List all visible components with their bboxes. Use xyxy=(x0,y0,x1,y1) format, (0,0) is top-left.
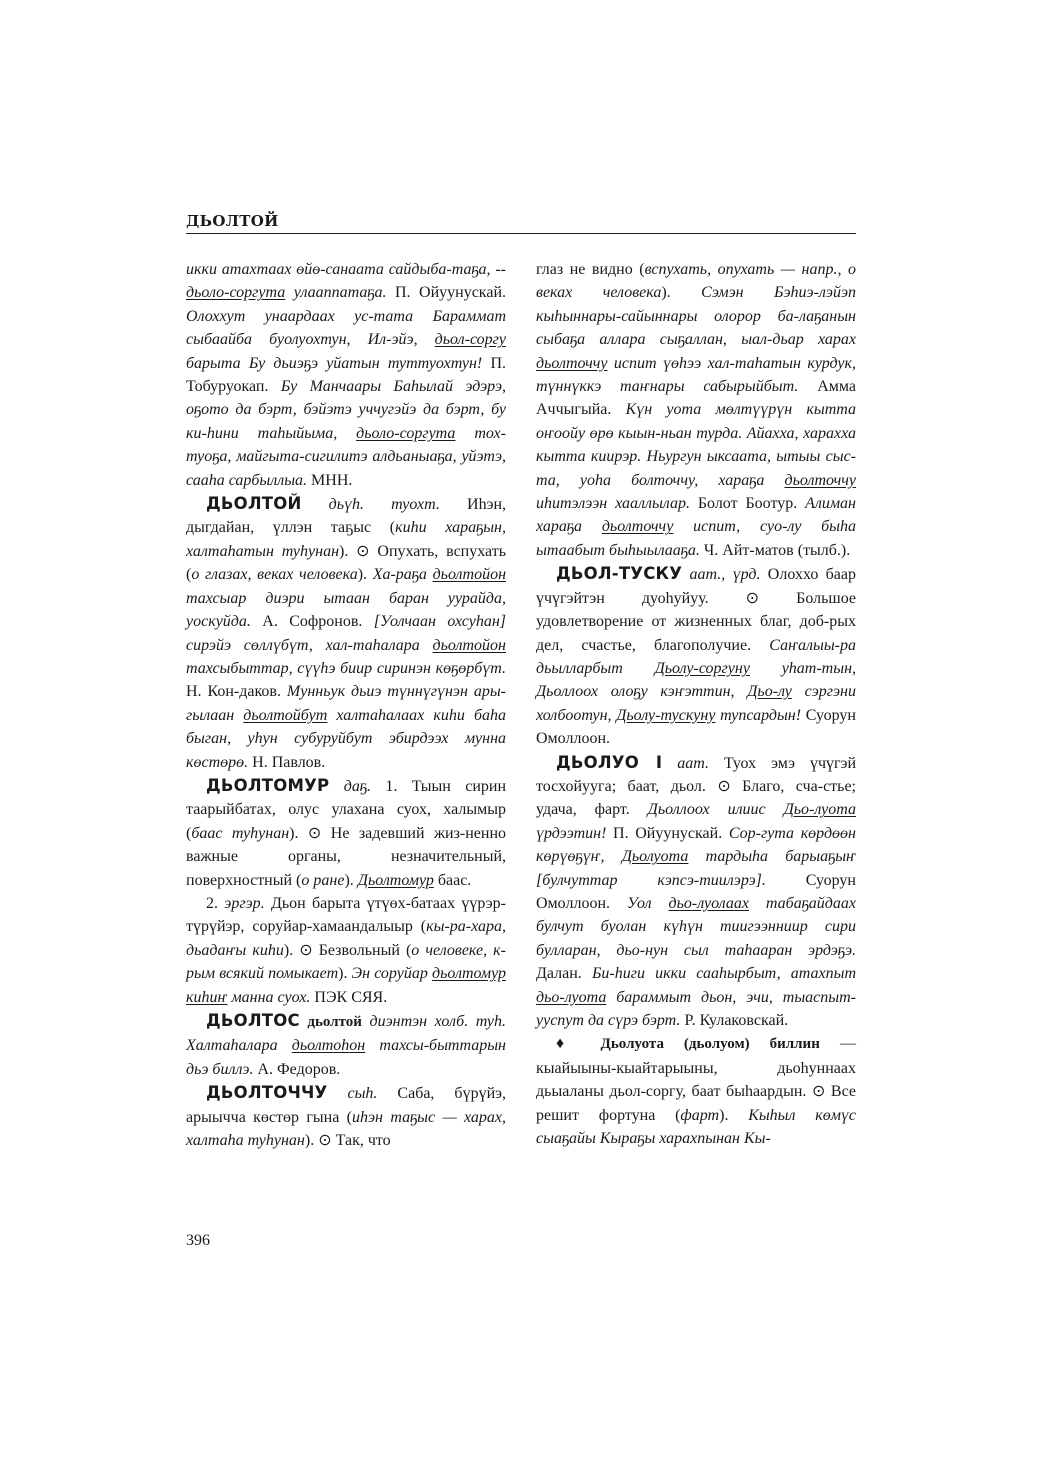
diamond-icon: ♦ xyxy=(556,1035,581,1053)
sense-marker-icon: ⊙ xyxy=(811,1083,826,1101)
dictionary-entry: ДЬОЛУО I аат. Туох эмэ үчүгэй тосхойууга; баат, дьол. ⊙ Благо, сча-стье; удача, фарт. Дьоллоох илиис Дьо-луота үрдээтин! П. Ойуунускай. Сор-гута көрдөөн көрүөҕүҥ, Дьолуота тардыһа барыаҕыҥ [булчуттар кэпсэ-тиилэрэ]. Суорун Омоллоон. Уол дьо-луолаах табаҕайдаах булчут буолан күһүн тиигээнниир сири булларан, дьо-нун сыл таһааран эрдэҕэ. Далан. Би-һиги икки сааһырбыт, атахпыт дьо-луота бараммыт дьон, эчи, тыаспыт-ууспут да сүрэ бэрт. Ρ. Кулаковскай. xyxy=(536,752,857,1029)
sense-marker-icon: ⊙ xyxy=(745,589,760,607)
sense-marker-icon: ⊙ xyxy=(307,824,322,842)
continuation-paragraph: глаз не видно (вспухать, опухать — напр., о веках человека). Сэмэн Бэһиэ-лэйэп кыһыннары-сайыннары олорор ба-лаҕанын сыбаҕа аллара сыҕаллан, ыал-дьар харах дьолточчу испит үөһээ хал-таһатын курдук, түннүккэ таҥнары сабырыйбыт. Амма Аччыгыйа. Күн уота мөлтүүрүн кытта оҥоойу өрө кыын-ньан турда. Айахха, харахха кытта киирэр. Ньургун ыксаата, ытыы сыс-та, уоһа болточчу, хараҕа дьолточчу иһитэлээн хааллылар. Болот Боотур. Алиман хараҕа дьолточчу испит, суо-лу быһа ытаабыт быһыылааҕа. Ч. Айт-матов (тылб.). xyxy=(536,261,857,559)
page-number: 396 xyxy=(186,1232,210,1249)
running-head: ДЬОЛТОЙ xyxy=(186,212,279,230)
right-column xyxy=(536,258,856,1150)
sense-marker-icon: ⊙ xyxy=(318,1132,332,1150)
header-rule xyxy=(186,233,856,234)
dictionary-entry: ДЬОЛТОМУР даҕ. 1. Тыын сирин таарыйбатах, олус улахана суох, халымыр (баас туһунан). ⊙ Не задевший жиз-ненно важные органы, незначительный, поверхностный (о ране). Дьолтомур баас. xyxy=(186,775,507,889)
dictionary-entry: ДЬОЛТОЙ дьүһ. туохт. Иһэн, дыгдайан, үллэн таҕыс (киһи хараҕын, халтаһатын туһунан). ⊙ Опухать, вспухать (о глазах, веках человека). Ха-раҕа дьолтойон тахсыар диэри ытаан баран уурайда, уоскуйда. А. Софронов. [Уолчаан охсуһан] сирэйэ сөллүбүт, хал-таһалара дьолтойон тахсыбыттар, сүүһэ биир сиринэн көҕөрбүт. Н. Кон-даков. Мунньук дьиэ түннүгүнэн ары-гылаан дьолтойбут халтаһалаах киһи баһа быган, уһун субуруйбут эбирдээх мунна көстөрө. Н. Павлов. xyxy=(186,494,507,771)
continuation-paragraph: икки атахтаах өйө-санаата сайдыба-таҕа, -- дьоло-соргута улааппатаҕа. П. Ойуунускай. Олоххут унаардаах ус-тата Бараммат сыбаайба буолуохтун, Ил-эйэ, дьол-соргу барыта Бу дьиэҕэ уйатын туттуохтун! П. Тобуруокап. Бу Манчаары Баһылай эдэрэ, оҕото да бэрт, бэйэтэ уччугэйэ да бэрт, бу ки-һини таһыйыма, дьоло-соргута тох-туоҕа, майгыта-сигилитэ алдьаныаҕа, уйэтэ, сааһа сарбыллыа. МНН. xyxy=(186,261,507,489)
headword: ДЬОЛТОЙ xyxy=(206,494,302,514)
idiom-entry: ♦ Дьолуота (дьолуом) биллин — кыайыыны-кыайтарыыны, дьоһуннаах дьыаланы дьол-соргу, баат быһаардын. ⊙ Все решит фортуна (фарт). Кыһыл көмүс сыаҕайы Кыраҕы харахпынан Кы- xyxy=(536,1035,857,1148)
headword: ДЬОЛ-ТУСКУ xyxy=(556,564,683,584)
left-column xyxy=(186,258,506,1152)
sense-paragraph: 2. эргэр. Дьон барыта үтүөх-батаах үүрэр-түрүйэр, соруйар-хамаандалыыр (кы-ра-хара, дьадаҥы киһи). ⊙ Безвольный (о человеке, к-рым всякий помыкает). Эн соруйар дьолтомур киһиҥ манна суох. ПЭК СЯЯ. xyxy=(186,894,507,1006)
sense-marker-icon: ⊙ xyxy=(717,777,731,795)
headword: ДЬОЛТОС xyxy=(206,1011,300,1030)
sense-marker-icon: ⊙ xyxy=(299,941,313,959)
dictionary-entry: ДЬОЛТОС дьолтой диэнтэн холб. туһ. Халтаһалара дьолтоһон тахсы-быттарын дьэ биллэ. А. Федоров. xyxy=(186,1011,506,1078)
headword: ДЬОЛТОМУР xyxy=(206,775,330,795)
headword: ДЬОЛУО I xyxy=(556,752,663,772)
dictionary-entry: ДЬОЛ-ТУСКУ аат., үрд. Олоххо баар үчүгэйтэн дуоһуйуу. ⊙ Большое удовлетворение от жизненных благ, доб-рых дел, счастье, благополучие. Саҥалыы-ра дьылларбыт Дьолу-соргуну уһат-тын, Дьоллоох олоҕу кэҥэттин, Дьо-лу сэргэни холбоотун, Дьолу-тускуну тупсардын! Суорун Омоллоон. xyxy=(536,564,857,748)
sense-marker-icon: ⊙ xyxy=(356,542,370,560)
dictionary-entry: ДЬОЛТОЧЧУ сыһ. Саба, бүрүйэ, арыычча көстөр гына (иһэн таҕыс — харах, халтаһа туһунан). ⊙ Так, что xyxy=(186,1083,506,1150)
headword: ДЬОЛТОЧЧУ xyxy=(206,1083,328,1103)
